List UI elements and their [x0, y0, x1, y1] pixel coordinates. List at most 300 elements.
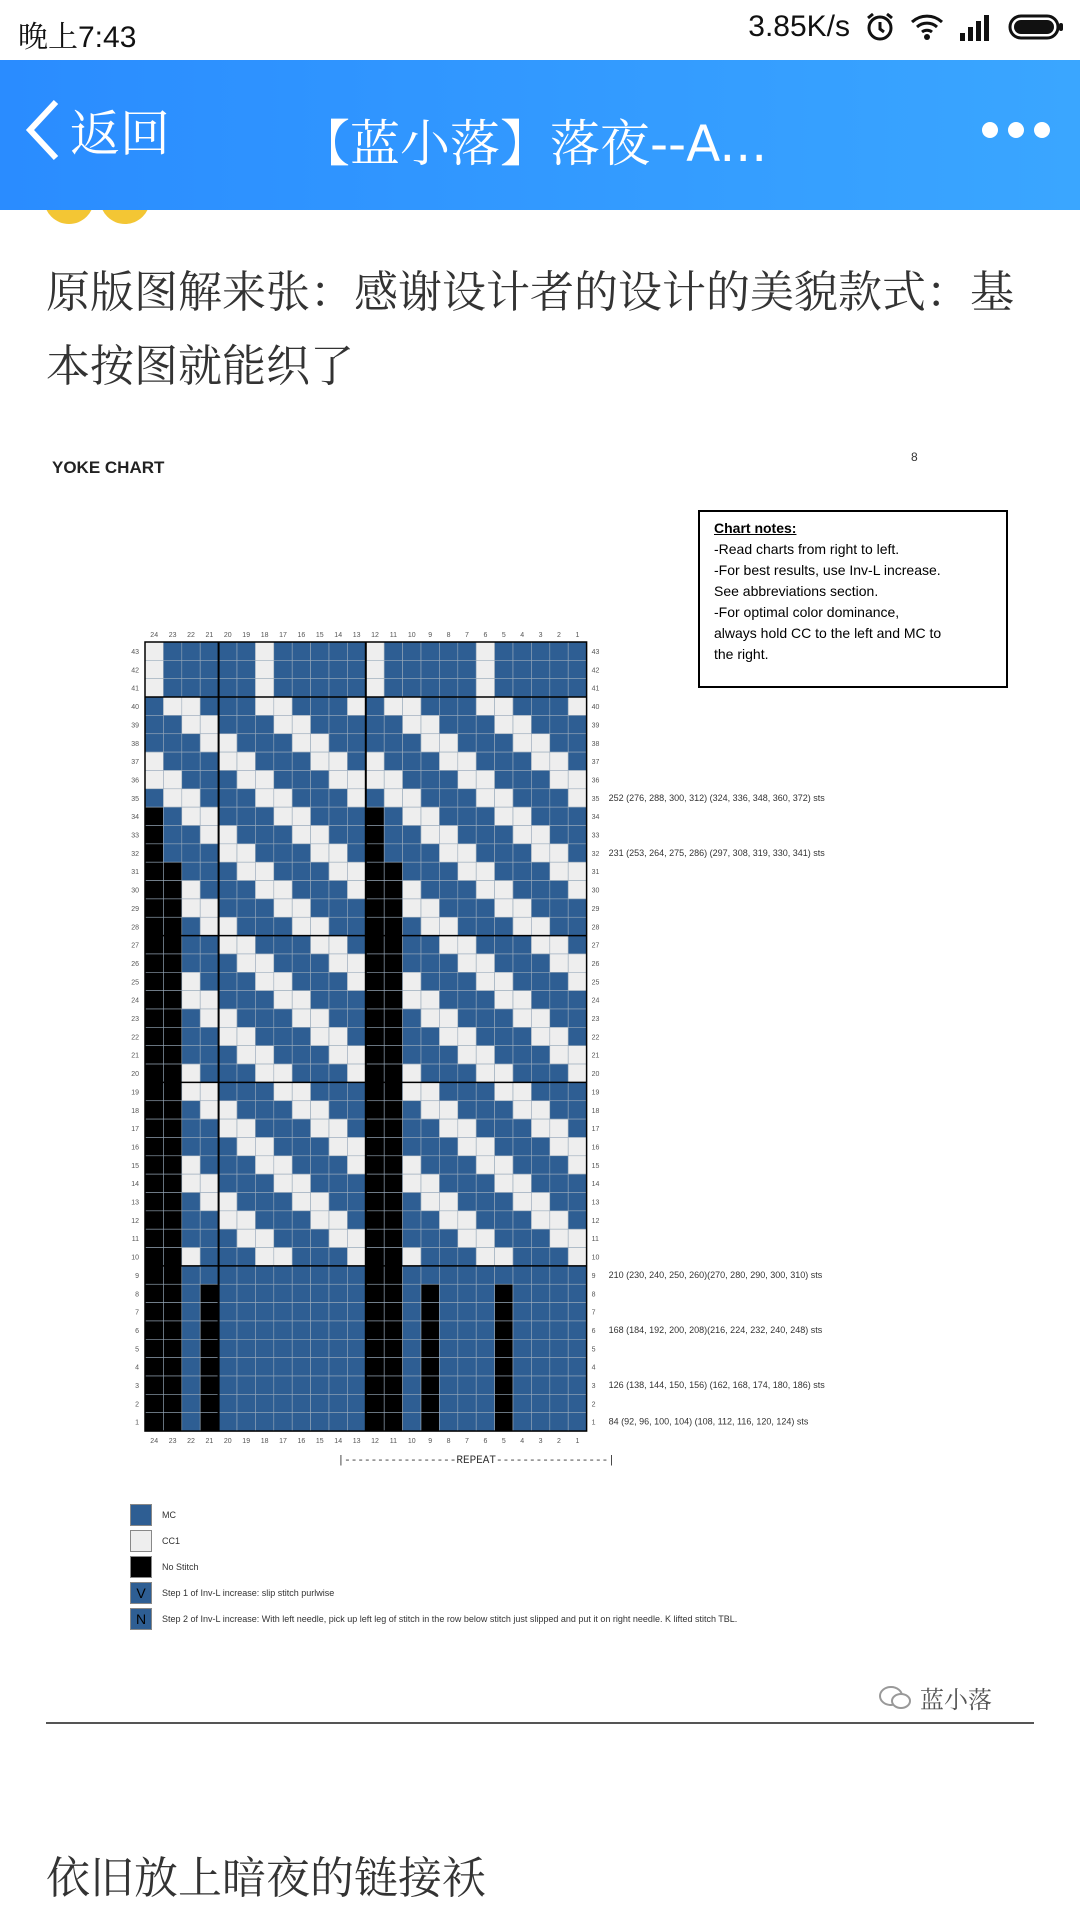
- chart-cell: [495, 679, 513, 697]
- chart-cell: [421, 1082, 439, 1100]
- chart-cell: [568, 642, 586, 660]
- chart-cell: [274, 1266, 292, 1284]
- chart-cell: [366, 1211, 384, 1229]
- chart-cell: [237, 1193, 255, 1211]
- chart-cell: [495, 991, 513, 1009]
- chart-cell: [292, 1358, 310, 1376]
- chart-cell: [439, 1339, 457, 1357]
- chart-cell: [182, 660, 200, 678]
- row-number: 2: [135, 1401, 139, 1409]
- chart-cell: [495, 1229, 513, 1247]
- chart-cell: [329, 844, 347, 862]
- chart-cell: [329, 752, 347, 770]
- chart-cell: [439, 1376, 457, 1394]
- row-number: 40: [131, 704, 139, 712]
- chart-cell: [347, 1339, 365, 1357]
- column-number: 17: [279, 632, 287, 639]
- chart-cell: [145, 862, 163, 880]
- chart-cell: [403, 972, 421, 990]
- row-number: 27: [131, 942, 139, 950]
- chart-cell: [311, 1321, 329, 1339]
- chart-cell: [311, 991, 329, 1009]
- row-number: 22: [131, 1034, 139, 1042]
- chart-cell: [219, 660, 237, 678]
- chart-cell: [219, 1248, 237, 1266]
- chart-cell: [513, 697, 531, 715]
- chart-cell: [347, 1266, 365, 1284]
- chart-cell: [439, 1413, 457, 1431]
- chart-cell: [329, 789, 347, 807]
- chart-cell: [476, 715, 494, 733]
- chart-cell: [384, 1101, 402, 1119]
- chart-cell: [311, 1027, 329, 1045]
- chart-cell: [476, 844, 494, 862]
- chart-cell: [384, 715, 402, 733]
- chart-cell: [200, 1339, 218, 1357]
- chart-cell: [200, 1321, 218, 1339]
- chart-cell: [421, 844, 439, 862]
- chart-cell: [366, 1156, 384, 1174]
- chart-cell: [458, 1193, 476, 1211]
- chart-cell: [366, 1137, 384, 1155]
- chart-cell: [255, 1358, 273, 1376]
- chart-cell: [476, 936, 494, 954]
- chart-cell: [366, 972, 384, 990]
- chart-cell: [384, 1229, 402, 1247]
- chart-cell: [439, 1303, 457, 1321]
- chart-cell: [476, 1394, 494, 1412]
- chart-cell: [495, 734, 513, 752]
- chart-cell: [163, 734, 181, 752]
- chart-notes: [698, 510, 1008, 688]
- chart-cell: [513, 1009, 531, 1027]
- chart-cell: [458, 1064, 476, 1082]
- column-number: 18: [260, 632, 269, 639]
- chart-cell: [513, 752, 531, 770]
- chart-cell: [403, 1027, 421, 1045]
- row-number: 1: [591, 1419, 596, 1427]
- chart-cell: [200, 752, 218, 770]
- chart-cell: [550, 936, 568, 954]
- chart-cell: [476, 1321, 494, 1339]
- chart-cell: [458, 1284, 476, 1302]
- chart-cell: [163, 1284, 181, 1302]
- chart-note-line: always hold CC to the left and MC to: [714, 625, 942, 641]
- chart-cell: [145, 1394, 163, 1412]
- article-content: [0, 210, 1080, 1920]
- chart-cell: [274, 1321, 292, 1339]
- chart-cell: [255, 1137, 273, 1155]
- lift-stitch-icon: N: [130, 1608, 152, 1630]
- chart-cell: [403, 1211, 421, 1229]
- chart-cell: [237, 826, 255, 844]
- chart-cell: [550, 1046, 568, 1064]
- back-button[interactable]: [24, 94, 170, 166]
- chart-cell: [421, 954, 439, 972]
- chart-cell: [458, 1229, 476, 1247]
- chart-cell: [366, 899, 384, 917]
- legend-mc: [130, 1504, 176, 1526]
- chart-cell: [458, 1376, 476, 1394]
- chart-cell: [403, 1064, 421, 1082]
- chart-cell: [274, 789, 292, 807]
- chart-cell: [384, 1303, 402, 1321]
- chart-cell: [347, 1174, 365, 1192]
- chart-cell: [384, 752, 402, 770]
- chart-cell: [200, 715, 218, 733]
- chart-cell: [495, 1064, 513, 1082]
- chart-cell: [182, 881, 200, 899]
- chart-cell: [531, 1394, 549, 1412]
- chart-cell: [421, 1413, 439, 1431]
- chart-cell: [182, 770, 200, 788]
- chart-cell: [200, 1101, 218, 1119]
- chart-cell: [274, 1358, 292, 1376]
- chart-cell: [219, 881, 237, 899]
- chart-cell: [421, 1064, 439, 1082]
- chart-cell: [550, 862, 568, 880]
- chart-cell: [200, 1229, 218, 1247]
- chart-cell: [458, 807, 476, 825]
- chart-cell: [274, 1027, 292, 1045]
- emoji-row: [44, 210, 150, 224]
- chart-cell: [384, 991, 402, 1009]
- chart-cell: [568, 991, 586, 1009]
- chart-cell: [531, 1321, 549, 1339]
- chart-cell: [568, 1284, 586, 1302]
- chart-cell: [384, 1119, 402, 1137]
- chart-cell: [476, 1193, 494, 1211]
- chart-cell: [163, 752, 181, 770]
- chart-cell: [274, 862, 292, 880]
- chart-cell: [550, 1358, 568, 1376]
- chart-cell: [476, 789, 494, 807]
- chart-cell: [145, 1156, 163, 1174]
- row-number: 19: [131, 1089, 139, 1097]
- chart-cell: [568, 1339, 586, 1357]
- chart-cell: [347, 679, 365, 697]
- column-number: 3: [538, 1438, 543, 1446]
- chart-cell: [513, 789, 531, 807]
- chart-cell: [403, 697, 421, 715]
- chart-cell: [439, 1137, 457, 1155]
- chart-note-line: See abbreviations section.: [714, 583, 879, 599]
- chart-cell: [292, 1193, 310, 1211]
- chart-cell: [439, 807, 457, 825]
- chart-cell: [458, 660, 476, 678]
- row-number: 42: [131, 667, 139, 675]
- chart-cell: [384, 862, 402, 880]
- row-number: 30: [131, 887, 139, 895]
- chart-cell: [366, 642, 384, 660]
- chart-cell: [384, 807, 402, 825]
- chart-cell: [550, 807, 568, 825]
- chart-cell: [145, 1027, 163, 1045]
- row-number: 39: [131, 722, 139, 730]
- chart-cell: [550, 1064, 568, 1082]
- chart-cell: [274, 1211, 292, 1229]
- chart-cell: [292, 826, 310, 844]
- chart-cell: [237, 972, 255, 990]
- chart-cell: [200, 899, 218, 917]
- chart-cell: [329, 972, 347, 990]
- chart-cell: [329, 1394, 347, 1412]
- chart-cell: [182, 1339, 200, 1357]
- chart-cell: [200, 844, 218, 862]
- chart-cell: [182, 715, 200, 733]
- chart-cell: [237, 1284, 255, 1302]
- chart-cell: [200, 1303, 218, 1321]
- chart-cell: [403, 1303, 421, 1321]
- chart-cell: [513, 991, 531, 1009]
- watermark: [878, 1680, 992, 1715]
- stitch-count-label: 84 (92, 96, 100, 104) (108, 112, 116, 120, 124) sts: [608, 1416, 809, 1427]
- row-number: 4: [135, 1364, 139, 1372]
- chart-cell: [439, 1394, 457, 1412]
- chart-cell: [145, 917, 163, 935]
- chart-cell: [255, 1156, 273, 1174]
- chart-cell: [568, 679, 586, 697]
- chart-cell: [347, 1064, 365, 1082]
- chart-cell: [182, 972, 200, 990]
- chart-cell: [182, 1009, 200, 1027]
- chart-cell: [237, 1339, 255, 1357]
- chart-cell: [439, 1248, 457, 1266]
- chart-cell: [568, 660, 586, 678]
- chart-cell: [255, 844, 273, 862]
- chart-cell: [568, 826, 586, 844]
- chart-cell: [329, 1064, 347, 1082]
- column-number: 24: [150, 1438, 159, 1446]
- chart-cell: [274, 679, 292, 697]
- chart-cell: [255, 789, 273, 807]
- chart-cell: [292, 862, 310, 880]
- row-number: 1: [135, 1419, 139, 1427]
- chart-cell: [200, 1027, 218, 1045]
- more-button[interactable]: [982, 122, 1050, 138]
- chart-cell: [495, 1376, 513, 1394]
- chart-cell: [513, 1358, 531, 1376]
- chart-cell: [421, 862, 439, 880]
- chart-cell: [384, 899, 402, 917]
- chart-cell: [476, 1156, 494, 1174]
- chart-cell: [495, 1137, 513, 1155]
- chart-cell: [384, 770, 402, 788]
- chart-cell: [237, 899, 255, 917]
- row-number: 3: [591, 1383, 596, 1390]
- chart-cell: [255, 1321, 273, 1339]
- chart-cell: [311, 1229, 329, 1247]
- chart-cell: [366, 807, 384, 825]
- row-number: 19: [591, 1089, 600, 1097]
- chart-cell: [219, 734, 237, 752]
- row-number: 12: [591, 1217, 600, 1225]
- chart-cell: [495, 972, 513, 990]
- chart-cell: [531, 1156, 549, 1174]
- chart-cell: [329, 734, 347, 752]
- chart-cell: [403, 862, 421, 880]
- chart-cell: [274, 1156, 292, 1174]
- chart-cell: [439, 734, 457, 752]
- chart-cell: [163, 936, 181, 954]
- chart-cell: [495, 1266, 513, 1284]
- chart-cell: [182, 1284, 200, 1302]
- chart-cell: [311, 715, 329, 733]
- chart-cell: [403, 679, 421, 697]
- chart-cell: [182, 1046, 200, 1064]
- column-number: 16: [297, 1438, 306, 1446]
- chart-cell: [550, 1101, 568, 1119]
- chart-cell: [237, 1303, 255, 1321]
- chart-cell: [255, 1046, 273, 1064]
- chart-cell: [458, 826, 476, 844]
- chart-cell: [292, 752, 310, 770]
- chart-cell: [531, 770, 549, 788]
- chart-cell: [237, 844, 255, 862]
- chart-cell: [219, 1284, 237, 1302]
- column-number: 7: [465, 1438, 469, 1446]
- chart-cell: [550, 752, 568, 770]
- chart-cell: [329, 1156, 347, 1174]
- chart-cell: [476, 660, 494, 678]
- chart-cell: [476, 1174, 494, 1192]
- chart-cell: [476, 972, 494, 990]
- chart-cell: [163, 844, 181, 862]
- chart-cell: [366, 1284, 384, 1302]
- chart-cell: [568, 862, 586, 880]
- chart-cell: [550, 991, 568, 1009]
- chart-cell: [255, 899, 273, 917]
- chart-cell: [403, 1137, 421, 1155]
- column-number: 12: [371, 1438, 379, 1446]
- chart-cell: [531, 1339, 549, 1357]
- chart-cell: [145, 715, 163, 733]
- row-number: 33: [591, 832, 600, 840]
- chart-cell: [550, 954, 568, 972]
- column-number: 12: [371, 632, 379, 639]
- chart-cell: [311, 1046, 329, 1064]
- chart-cell: [439, 1046, 457, 1064]
- chart-cell: [421, 1211, 439, 1229]
- chart-cell: [329, 991, 347, 1009]
- chart-cell: [439, 1064, 457, 1082]
- chart-cell: [421, 752, 439, 770]
- chart-cell: [255, 1303, 273, 1321]
- chart-cell: [255, 1064, 273, 1082]
- chart-cell: [237, 1229, 255, 1247]
- chart-cell: [384, 826, 402, 844]
- chart-cell: [495, 826, 513, 844]
- chart-cell: [182, 899, 200, 917]
- row-number: 14: [131, 1181, 139, 1189]
- chart-cell: [421, 917, 439, 935]
- chart-cell: [145, 1137, 163, 1155]
- chart-cell: [458, 679, 476, 697]
- chart-cell: [366, 954, 384, 972]
- chart-cell: [347, 826, 365, 844]
- row-number: 28: [131, 924, 139, 932]
- chart-cell: [568, 1101, 586, 1119]
- chart-cell: [421, 826, 439, 844]
- chart-cell: [476, 899, 494, 917]
- chart-cell: [439, 1321, 457, 1339]
- chart-cell: [329, 1046, 347, 1064]
- chart-cell: [568, 789, 586, 807]
- chart-cell: [163, 679, 181, 697]
- chart-cell: [163, 1027, 181, 1045]
- chart-cell: [476, 1009, 494, 1027]
- column-number: 23: [168, 1438, 177, 1446]
- chart-cell: [347, 844, 365, 862]
- column-number: 1: [575, 1438, 580, 1446]
- chart-cell: [163, 1229, 181, 1247]
- chart-cell: [403, 1229, 421, 1247]
- column-number: 22: [187, 632, 195, 639]
- chart-cell: [255, 1394, 273, 1412]
- chart-cell: [237, 1064, 255, 1082]
- chart-cell: [292, 807, 310, 825]
- chart-cell: [531, 1064, 549, 1082]
- chart-cell: [476, 734, 494, 752]
- column-number: 2: [557, 1438, 561, 1446]
- column-number: 8: [446, 1438, 451, 1446]
- chart-cell: [458, 917, 476, 935]
- chart-cell: [255, 1229, 273, 1247]
- chart-cell: [347, 1358, 365, 1376]
- chart-cell: [274, 1284, 292, 1302]
- chart-cell: [145, 1248, 163, 1266]
- chart-cell: [366, 770, 384, 788]
- chart-cell: [237, 936, 255, 954]
- chart-cell: [200, 1376, 218, 1394]
- chart-cell: [347, 1284, 365, 1302]
- chart-cell: [292, 1339, 310, 1357]
- chart-cell: [550, 1376, 568, 1394]
- chart-cell: [182, 1266, 200, 1284]
- row-number: 37: [131, 759, 139, 767]
- emoji-icon: [44, 210, 94, 224]
- chart-cell: [476, 862, 494, 880]
- chart-cell: [476, 1082, 494, 1100]
- chart-cell: [476, 1413, 494, 1431]
- chart-cell: [219, 1101, 237, 1119]
- chart-cell: [439, 1193, 457, 1211]
- column-number: 13: [352, 632, 361, 639]
- legend-inv-l-step1: [130, 1582, 334, 1604]
- chart-cell: [347, 752, 365, 770]
- chart-cell: [311, 1248, 329, 1266]
- chart-cell: [439, 936, 457, 954]
- legend-cc1: [130, 1530, 180, 1552]
- column-number: 19: [242, 632, 251, 639]
- chart-cell: [219, 752, 237, 770]
- chart-cell: [255, 697, 273, 715]
- chart-cell: [495, 862, 513, 880]
- chart-cell: [513, 660, 531, 678]
- chart-cell: [568, 954, 586, 972]
- chart-cell: [366, 1376, 384, 1394]
- chart-cell: [292, 1248, 310, 1266]
- chart-cell: [182, 789, 200, 807]
- chart-cell: [495, 1027, 513, 1045]
- chart-cell: [550, 1211, 568, 1229]
- column-number: 7: [465, 632, 469, 639]
- chart-cell: [145, 1046, 163, 1064]
- chart-cell: [550, 844, 568, 862]
- chart-cell: [384, 1376, 402, 1394]
- chart-cell: [329, 917, 347, 935]
- chart-cell: [495, 844, 513, 862]
